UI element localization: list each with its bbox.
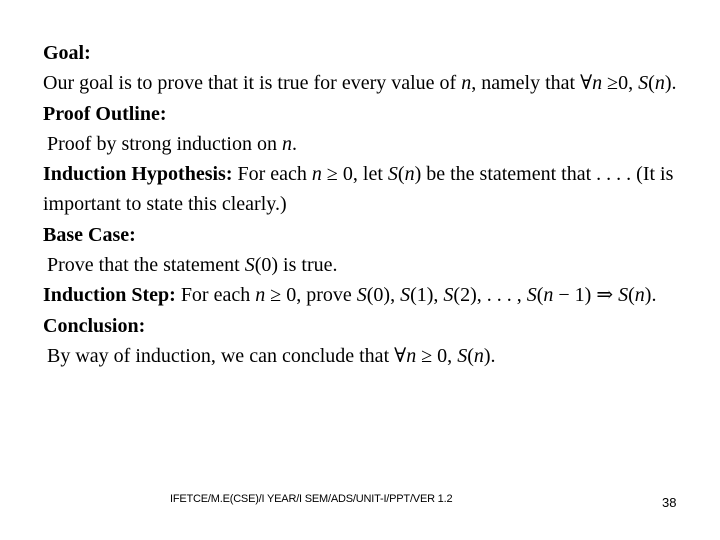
base-case-heading: Base Case:	[43, 223, 136, 246]
slide-footer: IFETCE/M.E(CSE)/I YEAR/I SEM/ADS/UNIT-I/PPT/VER 1.2	[170, 493, 453, 505]
base-case-text: Prove that the statement S(0) is true.	[47, 254, 338, 277]
slide-body	[43, 38, 683, 371]
induction-step-paragraph: Induction Step: For each n ≥ 0, prove S(0), S(1), S(2), . . . , S(n − 1) ⇒ S(n).	[43, 284, 657, 307]
proof-outline-text: Proof by strong induction on n.	[47, 132, 297, 155]
page-number: 38	[662, 495, 677, 510]
induction-hypothesis-paragraph: Induction Hypothesis: For each n ≥ 0, let S(n) be the statement that . . . . (It is important to state this clearly.)	[43, 163, 674, 216]
goal-heading: Goal:	[43, 42, 91, 64]
conclusion-heading: Conclusion:	[43, 314, 146, 337]
proof-outline-heading: Proof Outline:	[43, 102, 167, 125]
goal-text: Our goal is to prove that it is true for every value of n, namely that ∀n ≥0, S(n).	[43, 72, 677, 95]
induction-hypothesis-heading: Induction Hypothesis:	[43, 163, 233, 186]
conclusion-text: By way of induction, we can conclude that ∀n ≥ 0, S(n).	[47, 344, 496, 367]
induction-step-heading: Induction Step:	[43, 284, 176, 307]
